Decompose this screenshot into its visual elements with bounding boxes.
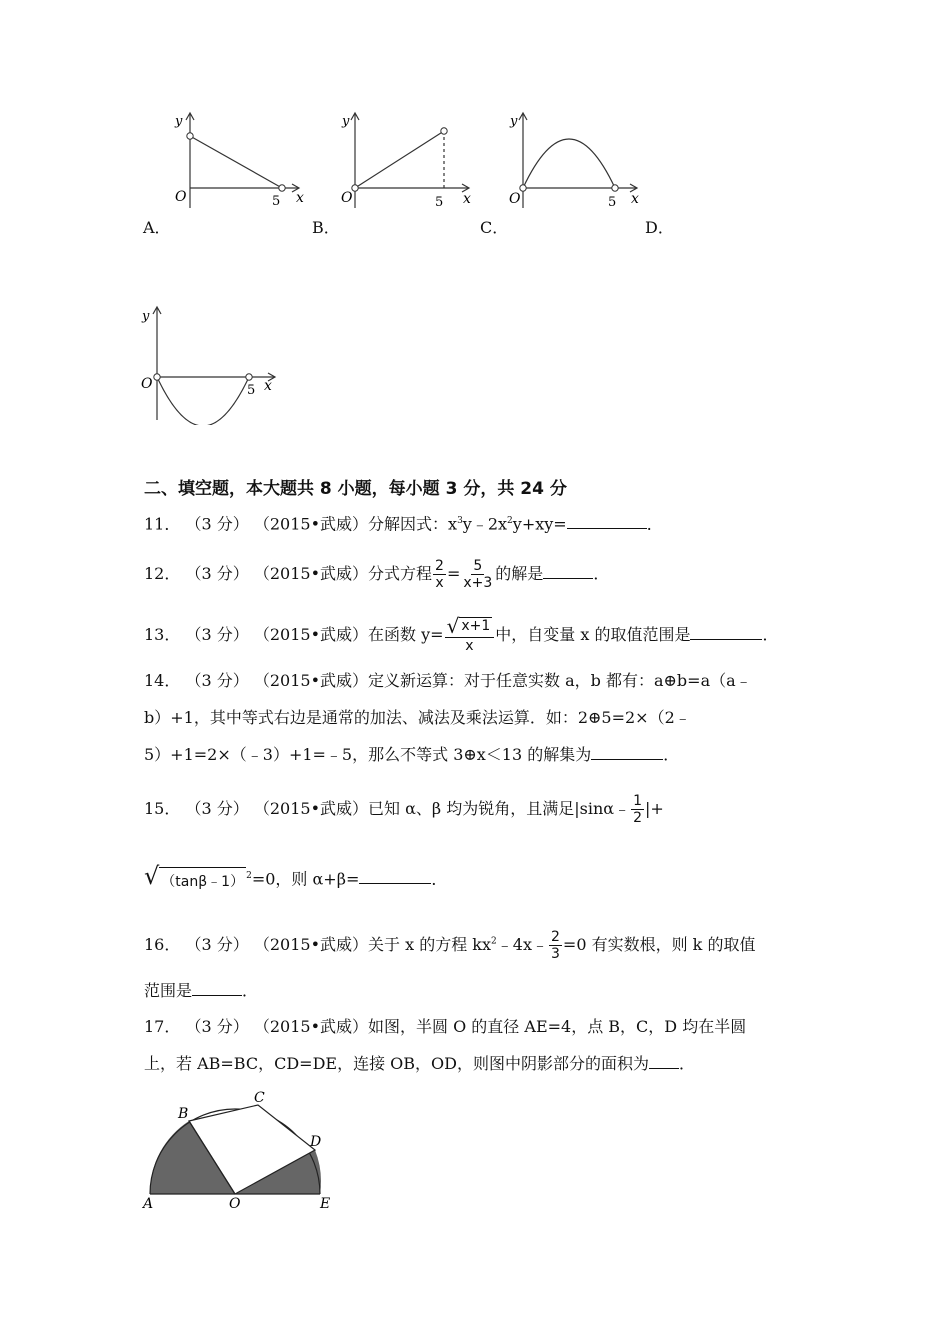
graph-b: [335, 108, 480, 213]
question-text: 在函数 y=: [368, 625, 444, 644]
question-source: （2015•武威）: [253, 625, 369, 644]
answer-blank[interactable]: [690, 625, 762, 640]
tick-label: 5: [435, 195, 444, 210]
question-source: （2015•武威）: [253, 514, 369, 534]
y-axis-label: y: [142, 309, 150, 324]
question-text: 定义新运算：对于任意实数 a，b 都有：a⊕b=a（a﹣: [368, 671, 752, 690]
graph-c: [505, 108, 650, 213]
y-axis-label: y: [342, 114, 350, 129]
fraction: $\frac{5}{x+3}$: [463, 558, 493, 591]
choice-b-label[interactable]: B．: [312, 218, 340, 237]
answer-blank[interactable]: [591, 745, 663, 760]
question-text: 已知 α、β 均为锐角，且满足|sinα﹣: [368, 799, 631, 818]
question-score: （3 分）: [185, 514, 249, 534]
point-e-label: E: [320, 1196, 331, 1212]
x-axis-label: x: [264, 378, 272, 394]
question-score: （3 分）: [185, 564, 249, 583]
x-axis-label: x: [631, 191, 639, 207]
question-text: 关于 x 的方程 kx: [368, 935, 492, 954]
question-source: （2015•武威）: [253, 671, 369, 690]
answer-blank[interactable]: [359, 869, 431, 884]
question-source: （2015•武威）: [253, 935, 369, 954]
choice-d-label[interactable]: D．: [645, 218, 674, 237]
fraction: √ x+1 x: [445, 617, 495, 654]
math-expr: =: [446, 564, 461, 583]
question-17-line-2: 上，若 AB=BC，CD=DE，连接 OB，OD，则图中阴影部分的面积为 ．: [144, 1054, 696, 1073]
fraction: $\frac{2}{x}$: [435, 558, 444, 591]
question-text: 分式方程: [368, 564, 433, 583]
question-score: （3 分）: [185, 1017, 249, 1036]
point-b-label: B: [178, 1106, 189, 1122]
graph-d: [135, 300, 285, 425]
answer-blank[interactable]: [567, 514, 647, 529]
question-number: 12．: [144, 564, 181, 583]
question-text: 分解因式：: [368, 514, 449, 534]
question-number: 15．: [144, 799, 181, 818]
punctuation: ．: [646, 514, 663, 534]
question-text: ﹣4x﹣: [496, 935, 548, 954]
answer-blank[interactable]: [192, 981, 242, 996]
section-title: 二、填空题，本大题共 8 小题，每小题 3 分，共 24 分: [144, 479, 567, 499]
point-a-label: A: [143, 1196, 154, 1212]
choice-c-label[interactable]: C．: [480, 218, 509, 237]
origin-label: O: [141, 376, 153, 392]
question-text: |+: [645, 799, 664, 818]
question-14: [144, 671, 752, 691]
math-exponent: 2: [246, 871, 252, 881]
punctuation: ．: [593, 564, 610, 583]
point-d-label: D: [310, 1134, 322, 1150]
math-exponent: 3: [457, 516, 463, 526]
question-15-line-2: [144, 862, 448, 892]
tick-label: 5: [272, 194, 281, 209]
math-expr: y+xy=: [512, 514, 567, 534]
question-text: 如图，半圆 O 的直径 AE=4，点 B，C，D 均在半圆: [368, 1017, 747, 1036]
punctuation: ．: [431, 869, 448, 889]
question-text: =0，则 α+β=: [251, 869, 360, 889]
graph-a: [165, 108, 310, 213]
question-16: [144, 929, 755, 962]
fraction: $\frac{1}{2}$: [633, 793, 642, 826]
math-expr: y﹣2x: [462, 514, 508, 534]
math-expr: x: [448, 514, 458, 534]
square-root: √ （tanβ﹣1）: [144, 862, 245, 891]
question-number: 11．: [144, 514, 181, 534]
y-axis-label: y: [175, 114, 183, 129]
semicircle-figure: [140, 1088, 340, 1213]
question-14-line-2: b）+1，其中等式右边是通常的加法、减法及乘法运算．如：2⊕5=2×（2﹣: [144, 708, 691, 727]
question-text: =0 有实数根，则 k 的取值: [562, 935, 756, 954]
point-c-label: C: [254, 1090, 265, 1106]
y-axis-label: y: [510, 114, 518, 129]
question-14-line-3: 5）+1=2×（﹣3）+1=﹣5，那么不等式 3⊕x＜13 的解集为 ．: [144, 745, 680, 764]
math-exponent: 2: [507, 516, 513, 526]
x-axis-label: x: [296, 190, 304, 206]
question-score: （3 分）: [185, 935, 249, 954]
question-source: （2015•武威）: [253, 799, 369, 818]
x-axis-label: x: [463, 191, 471, 207]
question-13: [144, 614, 779, 654]
question-score: （3 分）: [185, 625, 249, 644]
tick-label: 5: [608, 195, 617, 210]
answer-blank[interactable]: [649, 1054, 679, 1069]
question-score: （3 分）: [185, 671, 249, 690]
question-number: 13．: [144, 625, 181, 644]
math-exponent: 2: [491, 936, 497, 947]
question-number: 14．: [144, 671, 181, 690]
question-source: （2015•武威）: [253, 1017, 369, 1036]
question-text: 中，自变量 x 的取值范围是: [495, 625, 691, 644]
choice-a-label[interactable]: A．: [143, 218, 171, 237]
question-score: （3 分）: [185, 799, 249, 818]
question-number: 17．: [144, 1017, 181, 1036]
question-11: [144, 511, 663, 534]
question-17: [144, 1017, 746, 1037]
question-16-line-2: 范围是 ．: [144, 981, 259, 1000]
origin-label: O: [175, 189, 187, 205]
question-text: 的解是: [495, 564, 544, 583]
origin-label: O: [509, 191, 521, 207]
answer-blank[interactable]: [543, 564, 593, 579]
question-12: [144, 558, 609, 591]
question-source: （2015•武威）: [253, 564, 369, 583]
punctuation: ．: [762, 625, 779, 644]
point-o-label: O: [229, 1196, 241, 1212]
question-15: [144, 793, 664, 826]
fraction: $\frac{2}{3}$: [550, 929, 560, 962]
question-number: 16．: [144, 935, 181, 954]
tick-label: 5: [247, 383, 256, 398]
origin-label: O: [341, 190, 353, 206]
